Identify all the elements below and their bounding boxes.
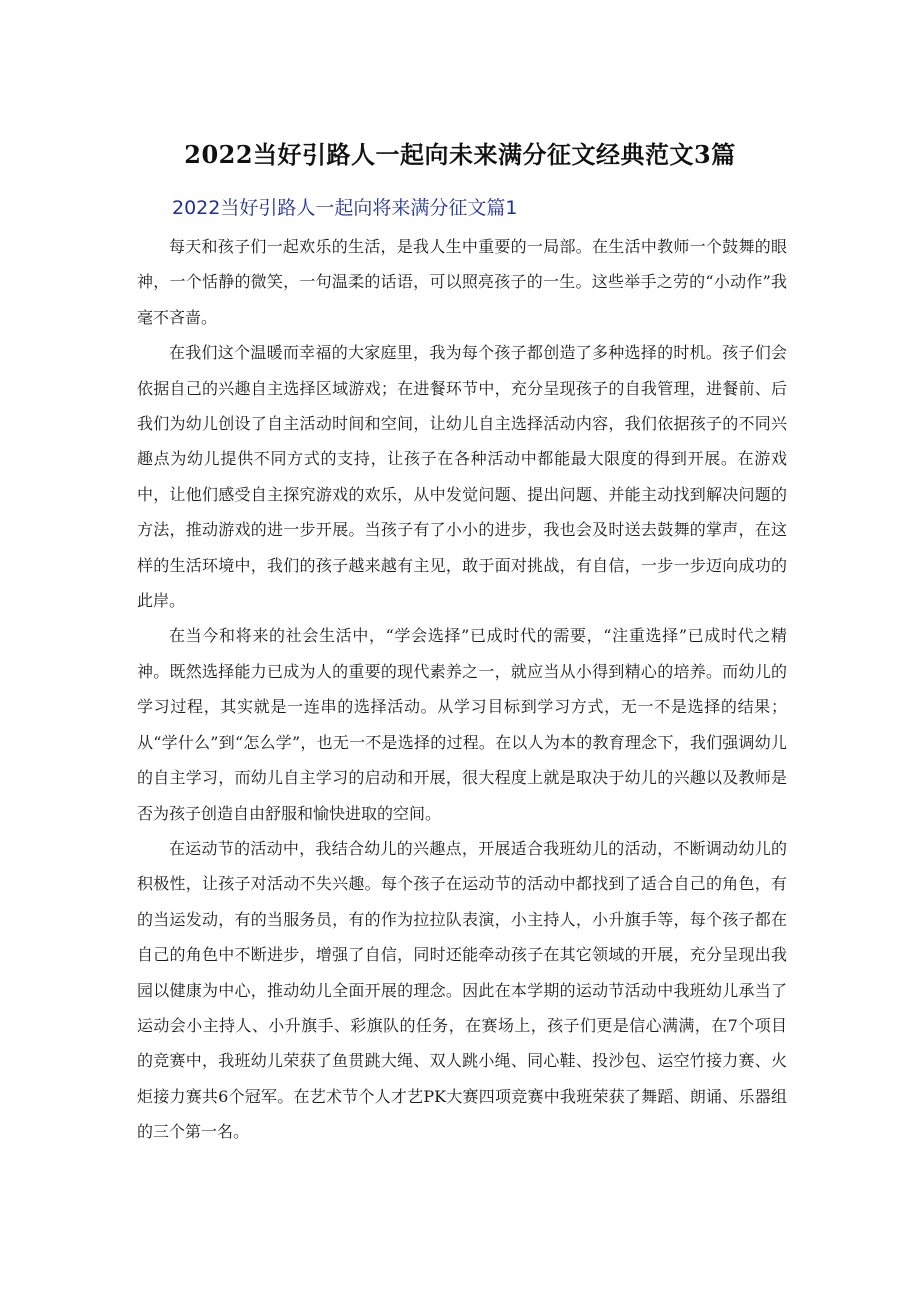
section-heading: 2022当好引路人一起向将来满分征文篇1	[172, 197, 518, 219]
paragraph-4: 在运动节的活动中，我结合幼儿的兴趣点，开展适合我班幼儿的活动，不断调动幼儿的积极性，让孩子对活动不失兴趣。每个孩子在运动节的活动中都找到了适合自己的角色，有的当运发动，有的当服务员，有的作为拉拉队表演，小主持人，小升旗手等，每个孩子都在自己的角色中不断进步，增强了自信，同时还能牵动孩子在其它领域的开展，充分呈现出我园以健康为中心，推动幼儿全面开展的理念。因此在本学期的运动节活动中我班幼儿承当了运动会小主持人、小升旗手、彩旗队的任务，在赛场上，孩子们更是信心满满，在7个项目的竞赛中，我班幼儿荣获了鱼贯跳大绳、双人跳小绳、同心鞋、投沙包、运空竹接力赛、火炬接力赛共6个冠军。在艺术节个人才艺PK大赛四项竞赛中我班荣获了舞蹈、朗诵、乐器组的三个第一名。	[137, 838, 787, 1142]
document-body	[137, 229, 787, 1150]
document-title: 2022当好引路人一起向未来满分征文经典范文3篇	[184, 140, 736, 169]
paragraph-2: 在我们这个温暖而幸福的大家庭里，我为每个孩子都创造了多种选择的时机。孩子们会依据自己的兴趣自主选择区域游戏；在进餐环节中，充分呈现孩子的自我管理，进餐前、后我们为幼儿创设了自主活动时间和空间，让幼儿自主选择活动内容，我们依据孩子的不同兴趣点为幼儿提供不同方式的支持，让孩子在各种活动中都能最大限度的得到开展。在游戏中，让他们感受自主探究游戏的欢乐，从中发觉问题、提出问题、并能主动找到解决问题的方法，推动游戏的进一步开展。当孩子有了小小的进步，我也会及时送去鼓舞的掌声，在这样的生活环境中，我们的孩子越来越有主见，敢于面对挑战，有自信，一步一步迈向成功的此岸。	[137, 343, 787, 611]
paragraph-3: 在当今和将来的社会生活中，“学会选择”已成时代的需要，“注重选择”已成时代之精神。既然选择能力已成为人的重要的现代素养之一，就应当从小得到精心的培养。而幼儿的学习过程，其实就是一连串的选择活动。从学习目标到学习方式，无一不是选择的结果；从“学什么”到“怎么学”，也无一不是选择的过程。在以人为本的教育理念下，我们强调幼儿的自主学习，而幼儿自主学习的启动和开展，很大程度上就是取决于幼儿的兴趣以及教师是否为孩子创造自由舒服和愉快进取的空间。	[137, 626, 787, 823]
paragraph-1: 每天和孩子们一起欢乐的生活，是我人生中重要的一局部。在生活中教师一个鼓舞的眼神，一个恬静的微笑，一句温柔的话语，可以照亮孩子的一生。这些举手之劳的“小动作”我毫不吝啬。	[137, 237, 787, 327]
